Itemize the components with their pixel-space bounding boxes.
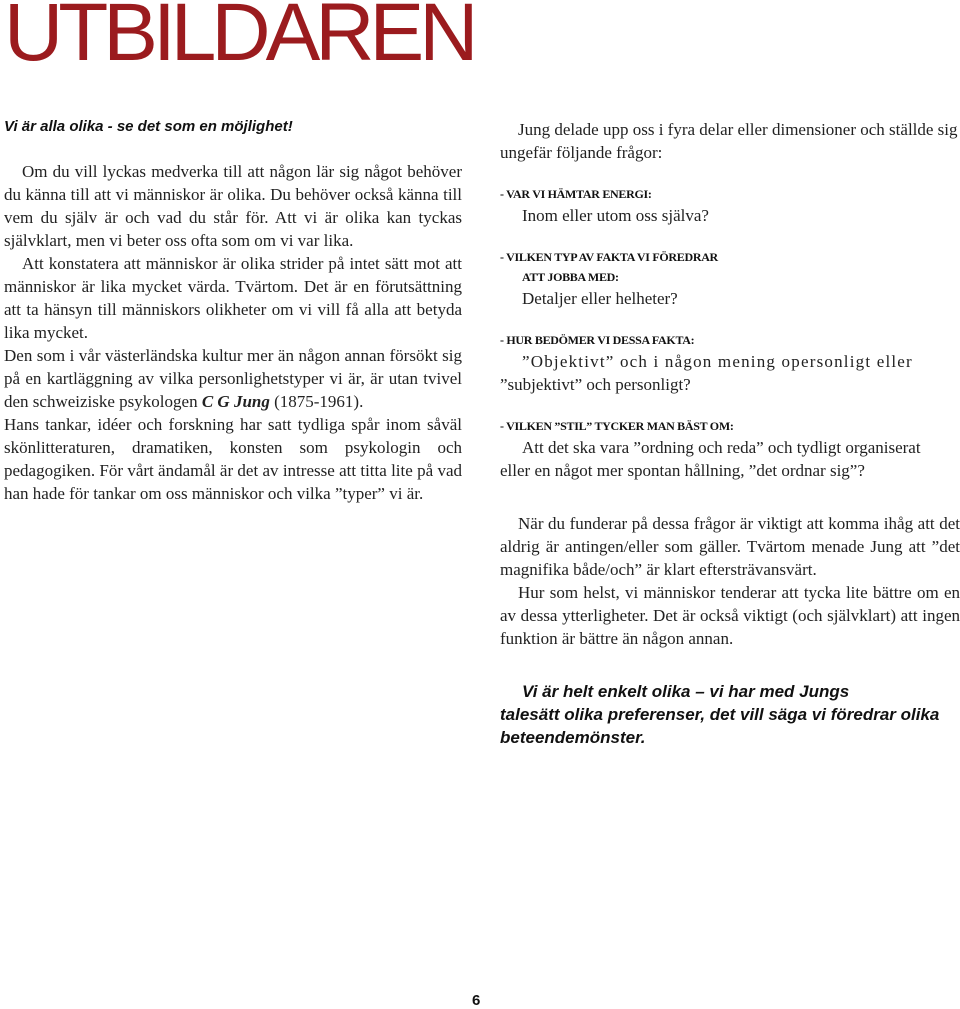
jung-name: C G Jung: [201, 392, 270, 411]
question-energy-heading: - VAR VI HÄMTAR ENERGI:: [500, 187, 652, 201]
left-column: [4, 118, 462, 505]
closing-line-1: Vi är helt enkelt olika – vi har med Jungs: [522, 682, 850, 701]
jung-intro-text: Den som i vår västerländska kultur mer än någon annan försökt sig på en kartläggning av vilka personlighetstyper vi är, är utan tvivel den schweiziske psykologen: [4, 346, 462, 411]
closing-line-rest: talesätt olika preferenser, det vill säga vi föredrar olika beteendemönster.: [500, 705, 940, 747]
question-facts-heading: - VILKEN TYP AV FAKTA VI FÖREDRAR: [500, 250, 718, 264]
jung-years: (1875-1961).: [269, 392, 364, 411]
brand-title: UTBILDAREN: [4, 0, 474, 78]
paragraph-both-and: När du funderar på dessa frågor är viktigt att komma ihåg att det aldrig är antingen/eller som gäller. Tvärtom menade Jung att ”det magnifika både/och” är klart eftersträvansvärt.: [500, 514, 960, 579]
paragraph-equal-worth: Att konstatera att människor är olika strider på intet sätt mot att människor är lika mycket värda. Tvärtom. Det är en förutsättning att ta hänsyn till människors olikheter om vi vill få alla att betyda lika mycket.: [4, 254, 462, 342]
paragraph-jung-questions: Jung delade upp oss i fyra delar eller dimensioner och ställde sig ungefär följande frågor:: [500, 120, 958, 162]
question-judgement-answer-line2: ”subjektivt” och personligt?: [500, 375, 691, 394]
paragraph-jung-influence: Hans tankar, idéer och forskning har satt tydliga spår inom såväl skönlitteraturen, dramatiken, konsten som psykologin och pedagogiken. För vårt ändamål är det av intresse att titta lite på vad han hade för tankar om oss människor och vilka ”typer” vi är.: [4, 415, 462, 503]
paragraph-jung-intro: [4, 344, 462, 413]
paragraph-preferences: Hur som helst, vi människor tenderar att tycka lite bättre om en av dessa ytterligheter. Det är också viktigt (och självklart) att ingen funktion är bättre än någon annan.: [500, 583, 960, 648]
paragraph-differences: Om du vill lyckas medverka till att någon lär sig något behöver du känna till att vi människor är olika. Du behöver också känna till vem du själv är och vad du står för. Att vi är olika kan tyckas självklart, men vi beter oss ofta som om vi var lika.: [4, 162, 462, 250]
question-facts-heading-cont: ATT JOBBA MED:: [522, 270, 619, 284]
question-energy-answer: Inom eller utom oss själva?: [522, 206, 709, 225]
question-facts-answer: Detaljer eller helheter?: [522, 289, 678, 308]
page-number: 6: [472, 992, 481, 1009]
question-style-answer-line1: Att det ska vara ”ordning och reda” och tydligt organiserat: [522, 438, 921, 457]
closing-statement: [500, 680, 960, 749]
question-style-heading: - VILKEN ”STIL” TYCKER MAN BÄST OM:: [500, 419, 734, 433]
question-judgement-heading: - HUR BEDÖMER VI DESSA FAKTA:: [500, 333, 695, 347]
right-column: [500, 118, 960, 749]
lead-heading: Vi är alla olika - se det som en möjlighet!: [4, 118, 293, 135]
question-style-answer-line2: eller en något mer spontan hållning, ”det ordnar sig”?: [500, 461, 865, 480]
judgement-answer-text: ”Objektivt” och i någon mening opersonligt eller: [522, 352, 913, 371]
question-judgement-answer-line1: [500, 350, 960, 373]
